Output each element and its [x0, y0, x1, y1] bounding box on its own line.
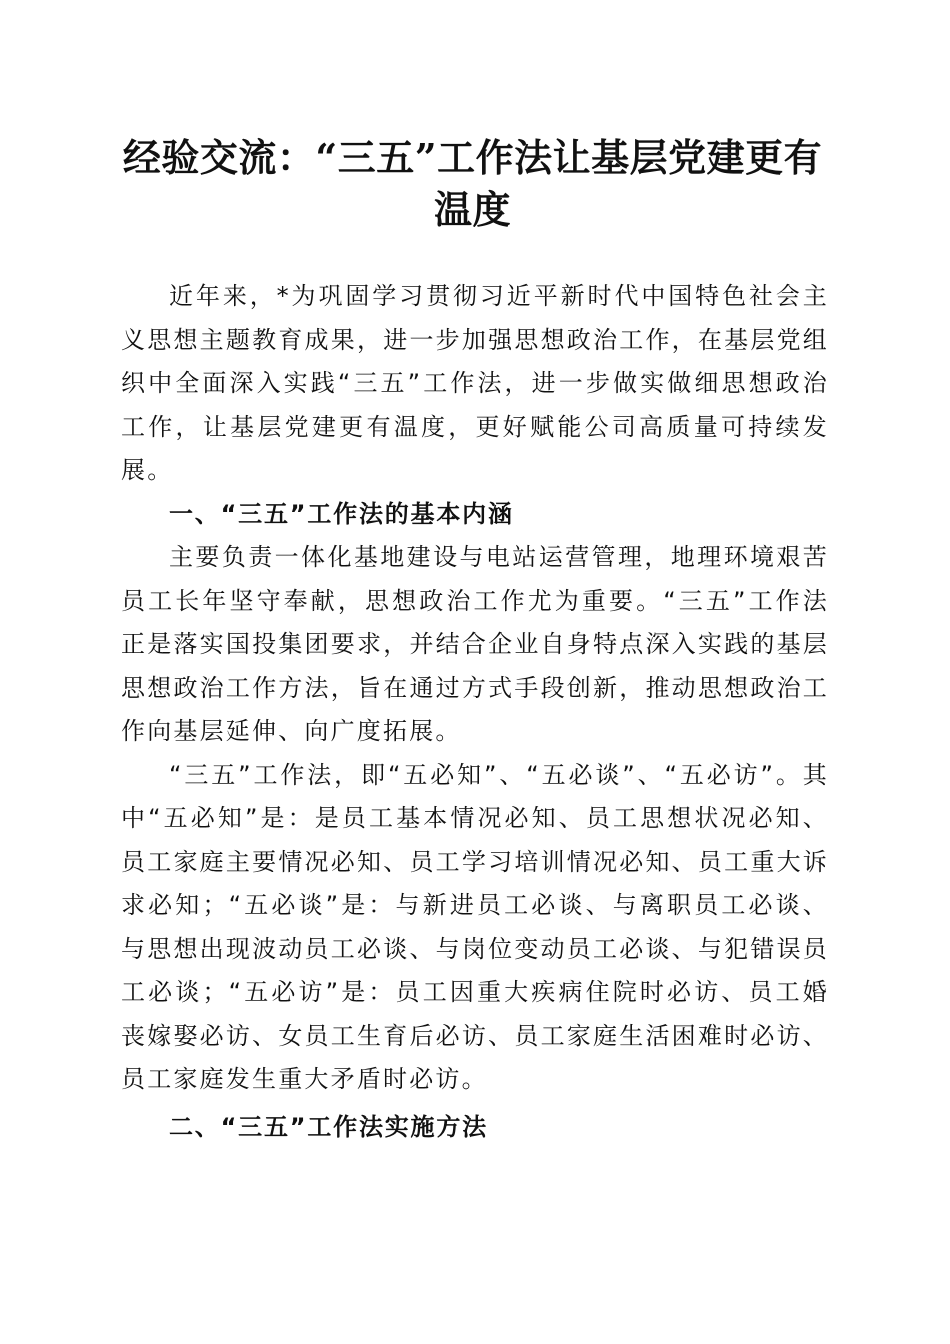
- section-heading-2: 二、“三五”工作法实施方法: [169, 1112, 488, 1141]
- intro-paragraph: 近年来，*为巩固学习贯彻习近平新时代中国特色社会主义思想主题教育成果，进一步加强思想政治工作，在基层党组织中全面深入实践“三五”工作法，进一步做实做细思想政治工作，让基层党建更有温度，更好赋能公司高质量可持续发展。: [121, 282, 829, 484]
- document-title: 经验交流：“三五”工作法让基层党建更有温度: [122, 135, 823, 232]
- section-heading-1: 一、“三五”工作法的基本内涵: [169, 499, 514, 528]
- section-1-paragraph-1: 主要负责一体化基地建设与电站运营管理，地理环境艰苦员工长年坚守奉献，思想政治工作尤为重要。“三五”工作法正是落实国投集团要求，并结合企业自身特点深入实践的基层思想政治工作方法，旨在通过方式手段创新，推动思想政治工作向基层延伸、向广度拓展。: [121, 543, 829, 745]
- document-body: [121, 275, 829, 1149]
- section-1-paragraph-2: “三五”工作法，即“五必知”、“五必谈”、“五必访”。其中“五必知”是：是员工基本情况必知、员工思想状况必知、员工家庭主要情况必知、员工学习培训情况必知、员工重大诉求必知；“五必谈”是：与新进员工必谈、与离职员工必谈、与思想出现波动员工必谈、与岗位变动员工必谈、与犯错误员工必谈；“五必访”是：员工因重大疾病住院时必访、员工婚丧嫁娶必访、女员工生育后必访、员工家庭生活困难时必访、员工家庭发生重大矛盾时必访。: [121, 760, 829, 1093]
